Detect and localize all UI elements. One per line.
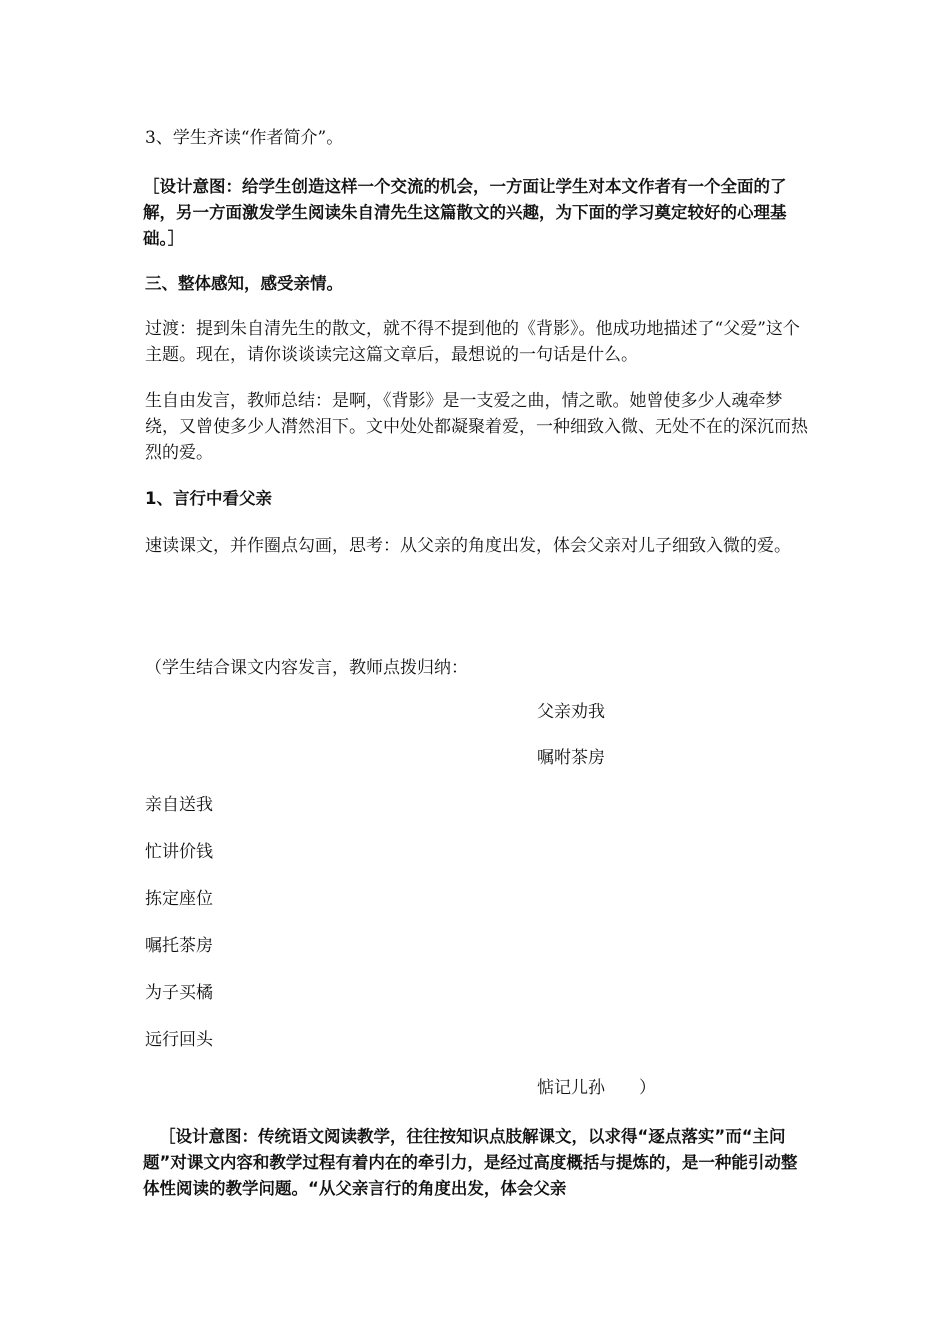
left-list-item: 嘱托茶房 [145, 936, 213, 956]
reading-task-paragraph: 速读课文，并作圈点勾画，思考：从父亲的角度出发，体会父亲对儿子细致入微的爱。 [145, 536, 791, 556]
left-list-item: 忙讲价钱 [145, 842, 213, 862]
design-intent-2: ［设计意图：传统语文阅读教学，往往按知识点肢解课文，以求得“逐点落实”而“主问题”对课文内容和教学过程有着内在的牵引力，是经过高度概括与提炼的，是一种能引动整体性阅读的教学问题。“从父亲言行的角度出发，体会父亲 [143, 1127, 798, 1198]
summary-paragraph: 生自由发言，教师总结：是啊，《背影》是一支爱之曲，情之歌。她曾使多少人魂牵梦绕，又曾使多少人潸然泪下。文中处处都凝聚着爱，一种细致入微、无处不在的深沉而热烈的爱。 [145, 391, 808, 463]
right-list-item: 惦记儿孙 ） [537, 1078, 656, 1098]
item-3-text: 3、学生齐读“作者简介”。 [145, 128, 344, 148]
subheading-1: 1、言行中看父亲 [145, 489, 272, 508]
left-list-item: 亲自送我 [145, 795, 213, 815]
design-intent-1: ［设计意图：给学生创造这样一个交流的机会，一方面让学生对本文作者有一个全面的了解，另一方面激发学生阅读朱自清先生这篇散文的兴趣，为下面的学习奠定较好的心理基础。］ [143, 177, 787, 248]
right-list-item: 父亲劝我 [537, 702, 605, 722]
left-list-item: 远行回头 [145, 1030, 213, 1050]
left-list-item: 拣定座位 [145, 889, 213, 909]
left-list-item: 为子买橘 [145, 983, 213, 1003]
transition-paragraph: 过渡：提到朱自清先生的散文，就不得不提到他的《背影》。他成功地描述了“父爱”这个主题。现在，请你谈谈读完这篇文章后，最想说的一句话是什么。 [145, 319, 800, 365]
right-list-item: 嘱咐茶房 [537, 748, 605, 768]
student-speech-paragraph: （学生结合课文内容发言，教师点拨归纳： [145, 658, 468, 678]
section-heading-3: 三、整体感知，感受亲情。 [145, 274, 343, 293]
